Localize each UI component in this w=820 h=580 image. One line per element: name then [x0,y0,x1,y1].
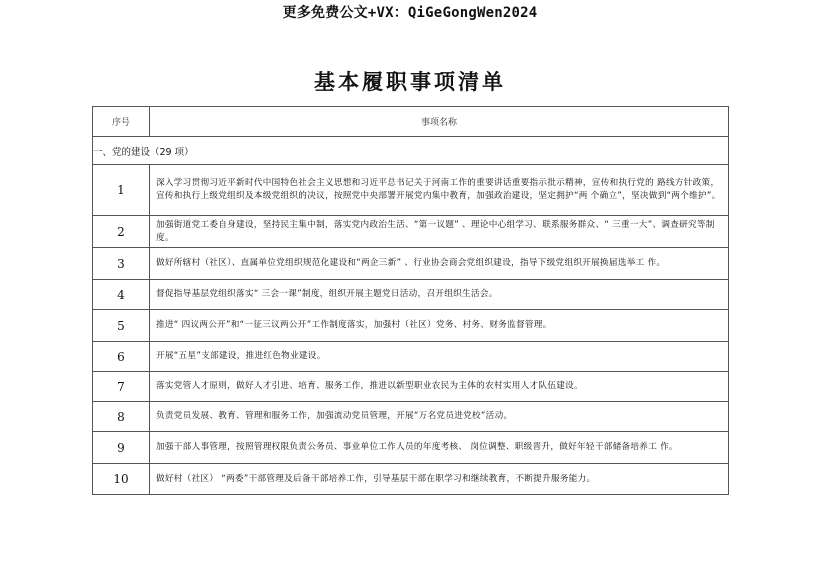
row-item-text: 开展“五星”支部建设，推进红色物业建设。 [150,342,729,372]
section-row [93,137,729,165]
row-item-text: 加强干部人事管理，按照管理权限负责公务员、事业单位工作人员的年度考核、 岗位调整、职级晋升，做好年轻干部储备培养工 作。 [150,432,729,464]
document-title: 基本履职事项清单 [314,69,506,94]
row-number: 10 [93,464,150,495]
row-number: 3 [93,248,150,280]
table-header-row [93,107,729,137]
row-number: 8 [93,402,150,432]
row-item-text: 深入学习贯彻习近平新时代中国特色社会主义思想和习近平总书记关于河南工作的重要讲话重要指示批示精神，宣传和执行党的 路线方针政策，宣传和执行上级党组织及本级党组织的决议，按照党中央部署开展党内集中教育，加强政治建设，坚定拥护“两 个确立”，坚决做到“两个维护”。 [150,165,729,216]
row-item-text: 推进“ 四议两公开”和“一征三议两公开”工作制度落实，加强村（社区）党务、村务、财务监督管理。 [150,310,729,342]
row-number: 6 [93,342,150,372]
header-item-name: 事项名称 [150,107,729,137]
row-number: 9 [93,432,150,464]
table-row [93,248,729,280]
duty-items-table [92,106,729,495]
row-number: 2 [93,216,150,248]
row-item-text: 做好所辖村（社区）、直属单位党组织规范化建设和“两企三新” 、行业协会商会党组织建设，指导下级党组织开展换届选举工 作。 [150,248,729,280]
table-row [93,402,729,432]
table-row [93,432,729,464]
table-row [93,216,729,248]
row-number: 7 [93,372,150,402]
row-item-text: 加强街道党工委自身建设，坚持民主集中制，落实党内政治生活、“第一议题” 、理论中心组学习、联系服务群众、“ 三重一大”、调查研究等制度。 [150,216,729,248]
table-row [93,310,729,342]
row-item-text: 做好村（社区） “两委”干部管理及后备干部培养工作，引导基层干部在职学习和继续教育，不断提升服务能力。 [150,464,729,495]
watermark-text: 更多免费公文+VX：QiGeGongWen2024 [282,5,538,21]
header-number: 序号 [93,107,150,137]
row-item-text: 负责党员发展、教育、管理和服务工作，加强流动党员管理，开展“万名党员进党校”活动。 [150,402,729,432]
table-row [93,280,729,310]
row-number: 5 [93,310,150,342]
table-row [93,372,729,402]
table-row [93,165,729,216]
row-number: 4 [93,280,150,310]
row-item-text: 落实党管人才原则，做好人才引进、培育、服务工作，推进以新型职业农民为主体的农村实用人才队伍建设。 [150,372,729,402]
row-item-text: 督促指导基层党组织落实“ 三会一课”制度，组织开展主题党日活动，召开组织生活会。 [150,280,729,310]
table-row [93,464,729,495]
section-title: 一、党的建设（29 项） [93,137,729,165]
table-row [93,342,729,372]
row-number: 1 [93,165,150,216]
